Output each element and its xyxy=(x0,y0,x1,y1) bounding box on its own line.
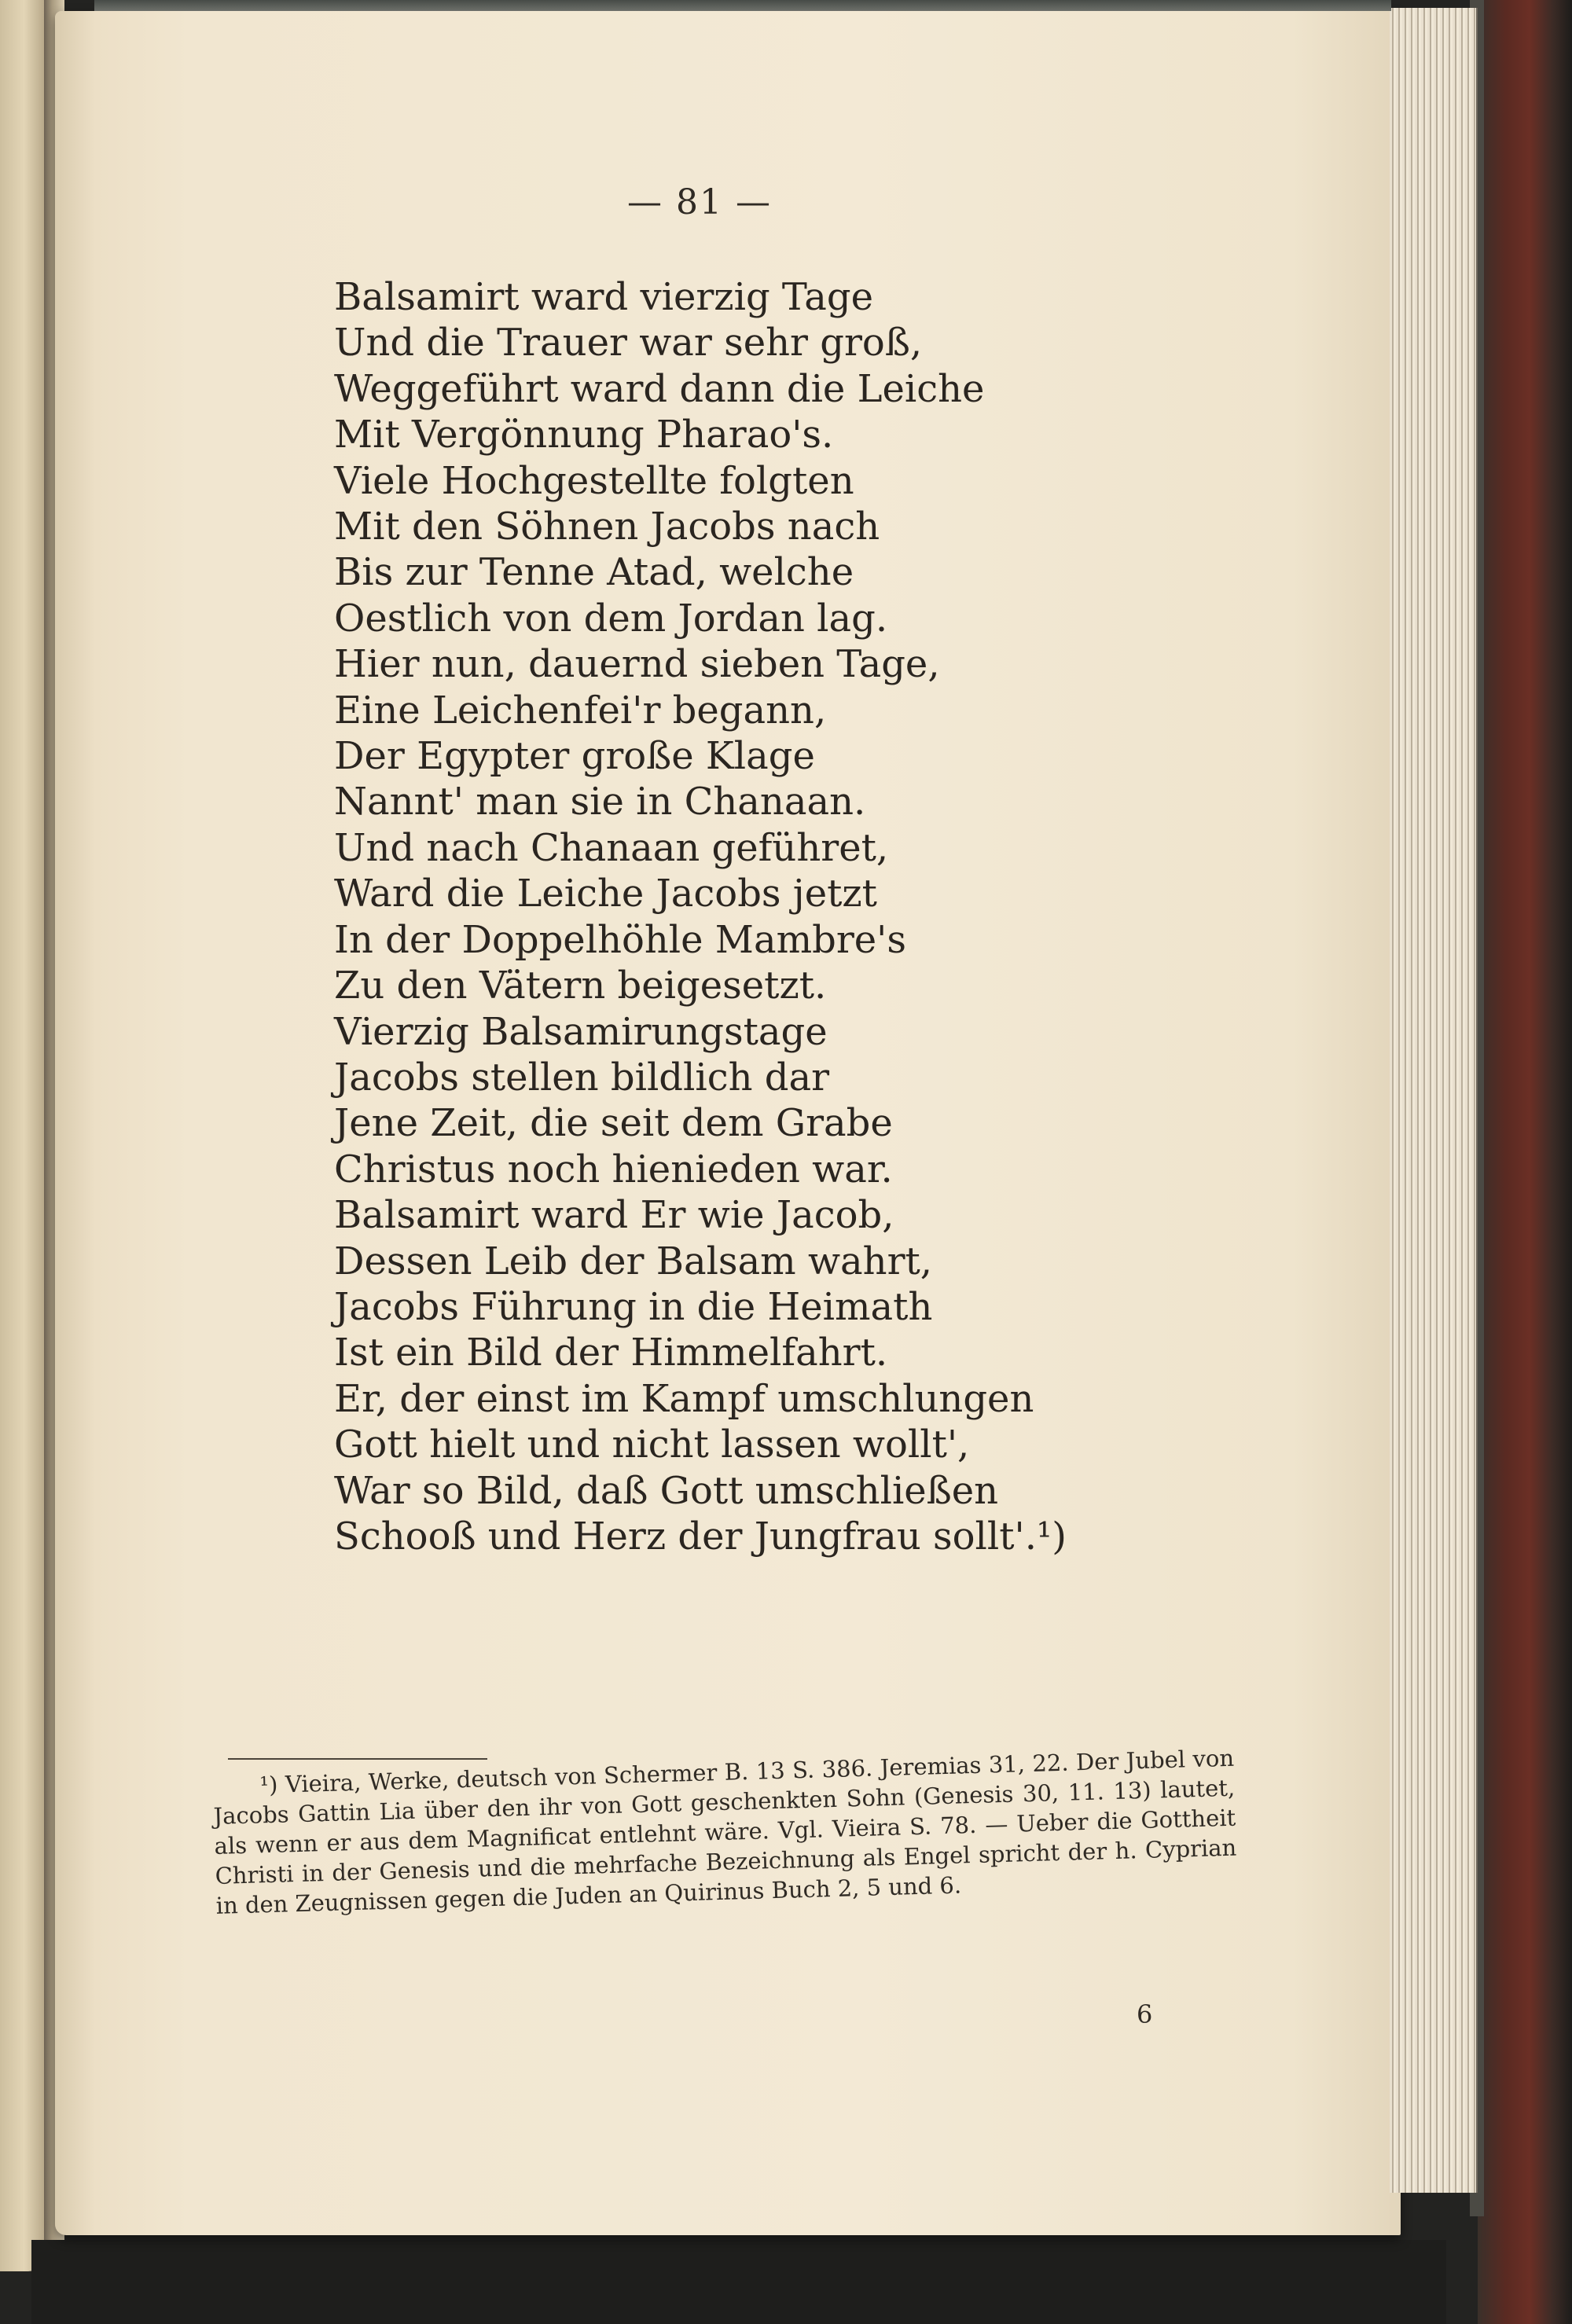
verse-line: Jacobs Führung in die Heimath xyxy=(334,1284,933,1329)
footnote-text: ¹) Vieira, Werke, deutsch von Schermer B. 13 S. 386. Jeremias 31, 22. Der Jubel von Jacobs Gattin Lia über den ihr von Gott geschenkten Sohn (Genesis 30, 11. 13) lautet, als wenn er aus dem Magnificat entlehnt wäre. Vgl. Vieira S. 78. — Ueber die Gottheit Christi in der Genesis und die mehrfache Bezeichnung als Engel spricht der h. Cyprian in den Zeugnissen gegen die Juden an Quirinus Buch 2, 5 und 6. xyxy=(213,1744,1237,1919)
verse-line: War so Bild, daß Gott umschließen xyxy=(334,1468,999,1513)
verse-line: Gott hielt und nicht lassen wollt', xyxy=(334,1423,970,1467)
signature-mark: 6 xyxy=(1137,1999,1153,2029)
verse-line: Hier nun, dauernd sieben Tage, xyxy=(334,642,940,687)
verse-line: Christus noch hienieden war. xyxy=(334,1147,893,1191)
book-cover xyxy=(1478,0,1572,2324)
verse-line: Balsamirt ward Er wie Jacob, xyxy=(334,1193,894,1238)
verse-line: Viele Hochgestellte folgten xyxy=(334,458,854,503)
verse-line: Ward die Leiche Jacobs jetzt xyxy=(334,872,877,916)
verse-line: Mit den Söhnen Jacobs nach xyxy=(334,505,880,549)
verse-line: Er, der einst im Kampf umschlungen xyxy=(334,1376,1034,1421)
verse-line: Schooß und Herz der Jungfrau sollt'.¹) xyxy=(334,1514,1067,1559)
verse-line: Weggeführt ward dann die Leiche xyxy=(334,366,985,411)
verse-line: Bis zur Tenne Atad, welche xyxy=(334,550,854,595)
verse-line: In der Doppelhöhle Mambre's xyxy=(334,917,906,962)
verse-line: Und die Trauer war sehr groß, xyxy=(334,321,923,365)
verse-line: Balsamirt ward vierzig Tage xyxy=(334,275,873,319)
verse-line: Jene Zeit, die seit dem Grabe xyxy=(334,1101,893,1146)
verse-line: Eine Leichenfei'r begann, xyxy=(334,688,827,732)
verse-line: Dessen Leib der Balsam wahrt, xyxy=(334,1239,933,1283)
verse-line: Oestlich von dem Jordan lag. xyxy=(334,596,888,641)
footnote xyxy=(212,1743,1238,1921)
verse-block xyxy=(334,274,1067,1559)
verse-line: Zu den Vätern beigesetzt. xyxy=(334,964,827,1008)
verse-line: Mit Vergönnung Pharao's. xyxy=(334,413,834,457)
verse-line: Jacobs stellen bildlich dar xyxy=(334,1055,830,1100)
page-number: — 81 — xyxy=(627,182,772,222)
verse-line: Der Egypter große Klage xyxy=(334,734,815,779)
verse-line: Ist ein Bild der Himmelfahrt. xyxy=(334,1331,888,1375)
verse-line: Und nach Chanaan geführet, xyxy=(334,825,889,870)
footnote-rule xyxy=(228,1758,487,1760)
book-page xyxy=(55,11,1401,2235)
top-binding-strip xyxy=(94,0,1391,11)
background-shadow xyxy=(31,2240,1446,2324)
left-facing-page xyxy=(0,0,44,2271)
verse-line: Nannt' man sie in Chanaan. xyxy=(334,780,866,824)
verse-line: Vierzig Balsamirungstage xyxy=(334,1009,828,1054)
page-edges xyxy=(1390,8,1478,2193)
